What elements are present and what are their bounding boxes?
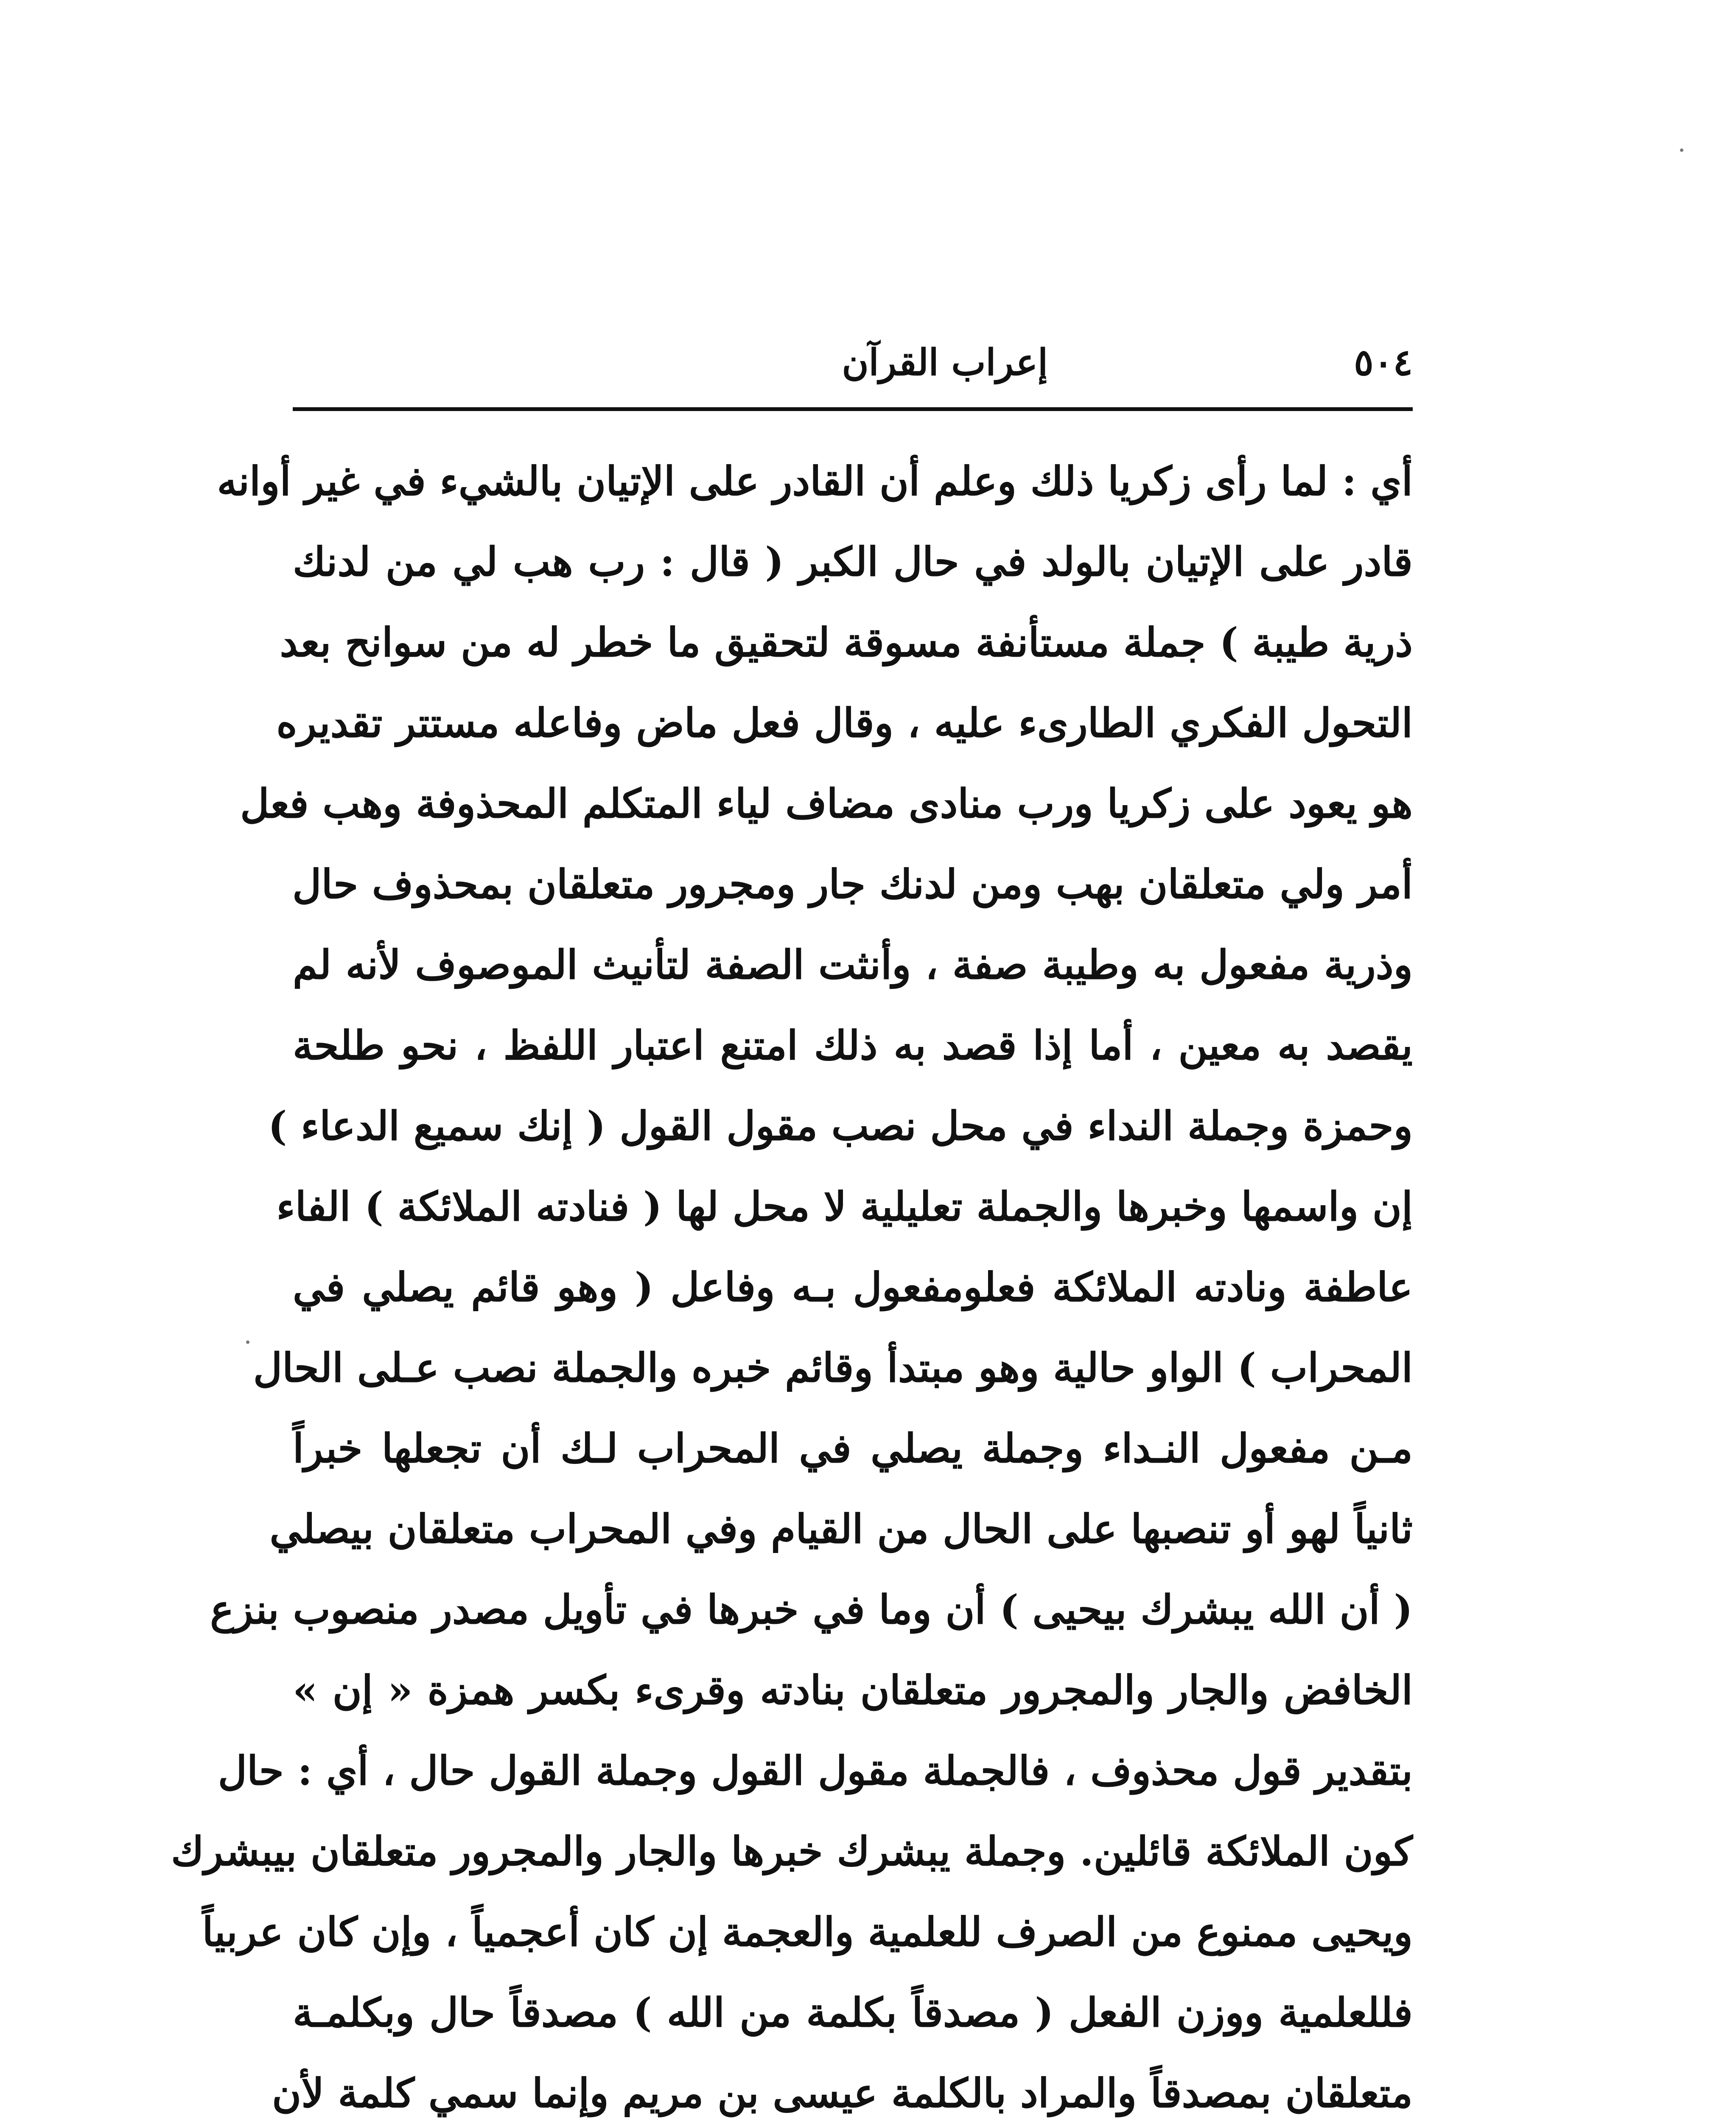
text-line: فللعلمية ووزن الفعل ( مصدقاً بكلمة من الله ) مصدقاً حال وبكلمـة [293, 1989, 1413, 2036]
scan-speck [1680, 148, 1683, 152]
text-line: التحول الفكري الطارىء عليه ، وقال فعل ماض وفاعله مستتر تقديره [276, 700, 1413, 747]
text-line: أي : لما رأى زكريا ذلك وعلم أن القادر على الإتيان بالشيء في غير أوانه [217, 458, 1413, 505]
text-line: مـن مفعول النـداء وجملة يصلي في المحراب لـك أن تجعلها خبراً [293, 1425, 1413, 1472]
text-line: ويحيى ممنوع من الصرف للعلمية والعجمة إن كان أعجمياً ، وإن كان عربياً [202, 1909, 1413, 1956]
text-line: المحراب ) الواو حالية وهو مبتدأ وقائم خبره والجملة نصب عـلى الحال [253, 1345, 1413, 1391]
running-header [293, 335, 1413, 390]
text-line: يقصد به معين ، أما إذا قصد به ذلك امتنع اعتبار اللفظ ، نحو طلحة [293, 1022, 1413, 1069]
text-line: وحمزة وجملة النداء في محل نصب مقول القول ( إنك سميع الدعاء ) [268, 1103, 1413, 1150]
text-line: بتقدير قول محذوف ، فالجملة مقول القول وجملة القول حال ، أي : حال [218, 1748, 1413, 1794]
text-line: أمر ولي متعلقان بهب ومن لدنك جار ومجرور متعلقان بمحذوف حال [292, 861, 1413, 908]
header-rule [293, 407, 1413, 411]
text-line: قادر على الإتيان بالولد في حال الكبر ( قال : رب هب لي من لدنك [293, 539, 1413, 585]
text-line: إن واسمها وخبرها والجملة تعليلية لا محل لها ( فنادته الملائكة ) الفاء [276, 1184, 1413, 1230]
text-line: كون الملائكة قائلين. وجملة يبشرك خبرها والجار والمجرور متعلقان بيبشرك [171, 1828, 1413, 1875]
text-line: ثانياً لهو أو تنصبها على الحال من القيام وفي المحراب متعلقان بيصلي [269, 1506, 1413, 1553]
text-line: وذرية مفعول به وطيبة صفة ، وأنثت الصفة لتأنيث الموصوف لأنه لم [293, 942, 1413, 988]
text-line: متعلقان بمصدقاً والمراد بالكلمة عيسى بن مريم وإنما سمي كلمة لأن [272, 2070, 1413, 2117]
text-line: عاطفة ونادته الملائكة فعلومفعول بـه وفاعل ( وهو قائم يصلي في [293, 1264, 1413, 1311]
text-line: ذرية طيبة ) جملة مستأنفة مسوقة لتحقيق ما خطر له من سوانح بعد [280, 619, 1413, 666]
text-line: ( أن الله يبشرك بيحيى ) أن وما في خبرها في تأويل مصدر منصوب بنزع [210, 1587, 1413, 1633]
book-title: إعراب القرآن [842, 341, 1048, 384]
text-line: الخافض والجار والمجرور متعلقان بنادته وقرىء بكسر همزة « إن » [293, 1667, 1413, 1714]
text-line: هو يعود على زكريا ورب منادى مضاف لياء المتكلم المحذوفة وهب فعل [240, 781, 1413, 827]
scan-speck [246, 1340, 249, 1344]
body-text [171, 441, 1413, 2121]
page-number: ٥٠٤ [1354, 341, 1413, 384]
